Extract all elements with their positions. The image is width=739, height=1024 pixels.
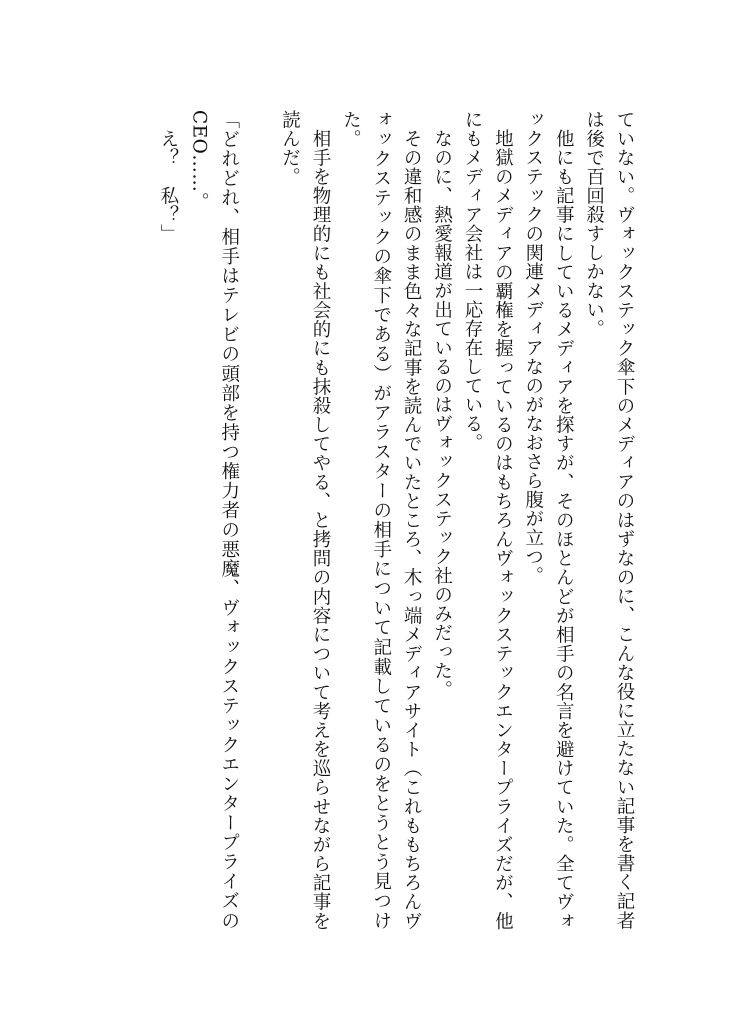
paragraph: なのに、熱愛報道が出ているのはヴォックステック社のみだった。 [431,128,453,699]
dialogue-paragraph: え？ 私？」 [157,128,179,243]
paragraph: その違和感のまま色々な記事を読んでいたところ、木っ端メディアサイト（これももちろんヴォックステックの傘下である）がアラスターの相手について記載しているのをとうとう見つけた。 [340,110,423,930]
vertical-text-body [79,110,639,930]
paragraph: 他にも記事にしているメディアを探すが、そのほとんどが相手の名言を避けていた。全てヴォックステックの関連メディアなのがなおさら腹が立つ。 [522,110,575,930]
paragraph: 相手を物理的にも社会的にも抹殺してやる、と拷問の内容について考えを巡らせながら記事を読んだ。 [279,110,331,930]
paragraph: ていない。ヴォックステック傘下のメディアのはずなのに、こんな役に立たない記事を書く記者は後で百回殺すしかない。 [583,110,635,930]
dialogue-paragraph: 「どれどれ、相手はテレビの頭部を持つ権力者の悪魔、ヴォックステックエンタープライズのCEO……。 [188,110,240,930]
paragraph: 地獄のメディアの覇権を握っているのはもちろんヴォックステックエンタープライズだが、他にもメディア会社は一応存在している。 [461,110,514,930]
blank-line [244,110,274,930]
